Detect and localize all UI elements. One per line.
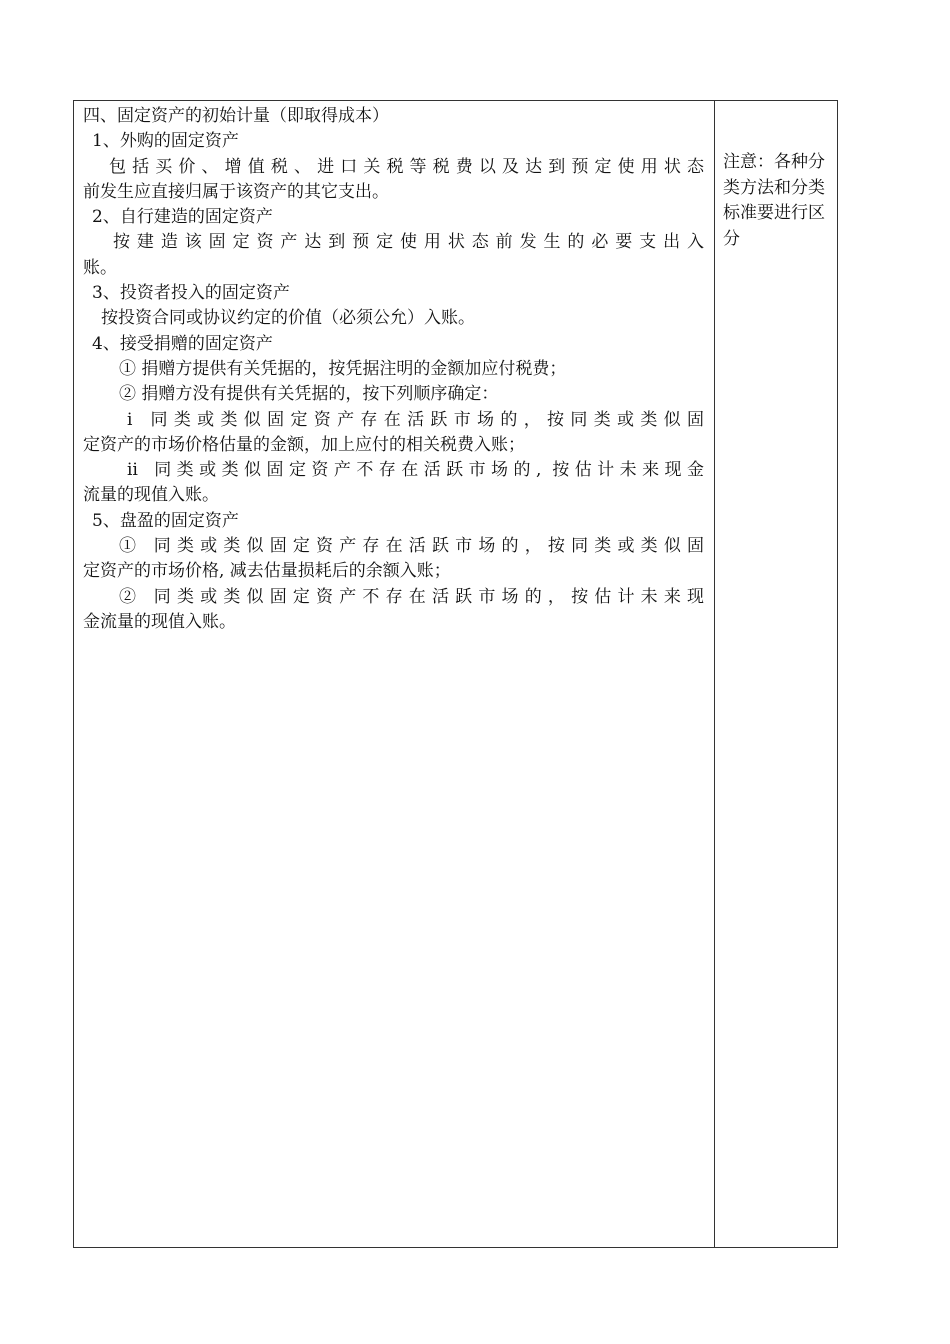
note-line: 标准要进行区 <box>723 203 825 223</box>
body-line: 定资产的市场价格估量的金额，加上应付的相关税费入账； <box>83 434 525 455</box>
item-heading: 5、盘盈的固定资产 <box>92 510 239 531</box>
body-line: 账。 <box>83 257 117 278</box>
body-line: ⅱ 同类或类似固定资产不存在活跃市场的, 按估计未来现金 <box>127 460 704 481</box>
body-line: 流量的现值入账。 <box>83 485 219 506</box>
item-heading: 1、外购的固定资产 <box>92 131 239 152</box>
item-heading: 2、自行建造的固定资产 <box>92 207 273 228</box>
body-line: ② 同类或类似固定资产不存在活跃市场的，按估计未来现 <box>119 586 704 607</box>
note-line: 注意：各种分 <box>723 152 825 172</box>
body-line: 金流量的现值入账。 <box>83 611 236 632</box>
document-table <box>73 100 838 1248</box>
section-title: 四、固定资产的初始计量（即取得成本） <box>83 106 389 126</box>
item-heading: 3、投资者投入的固定资产 <box>92 283 290 304</box>
body-line: 按投资合同或协议约定的价值（必须公允）入账。 <box>101 308 475 329</box>
note-line: 类方法和分类 <box>723 177 825 198</box>
body-line: 前发生应直接归属于该资产的其它支出。 <box>83 181 389 202</box>
body-line: ① 同类或类似固定资产存在活跃市场的，按同类或类似固 <box>119 536 704 557</box>
body-line: 按建造该固定资产达到预定使用状态前发生的必要支出入 <box>113 232 704 253</box>
body-line: ② 捐赠方没有提供有关凭据的，按下列顺序确定： <box>119 384 499 405</box>
note-line: 分 <box>723 228 740 249</box>
body-line: ⅰ 同类或类似固定资产存在活跃市场的，按同类或类似固 <box>127 409 704 430</box>
item-heading: 4、接受捐赠的固定资产 <box>92 333 273 354</box>
note-cell <box>715 101 837 1247</box>
body-line: 定资产的市场价格, 减去估量损耗后的余额入账； <box>83 561 451 582</box>
content-cell <box>74 101 715 1247</box>
body-line: ① 捐赠方提供有关凭据的，按凭据注明的金额加应付税费； <box>119 358 567 379</box>
body-line: 包括买价、增值税、进口关税等税费以及达到预定使用状态 <box>109 156 704 177</box>
